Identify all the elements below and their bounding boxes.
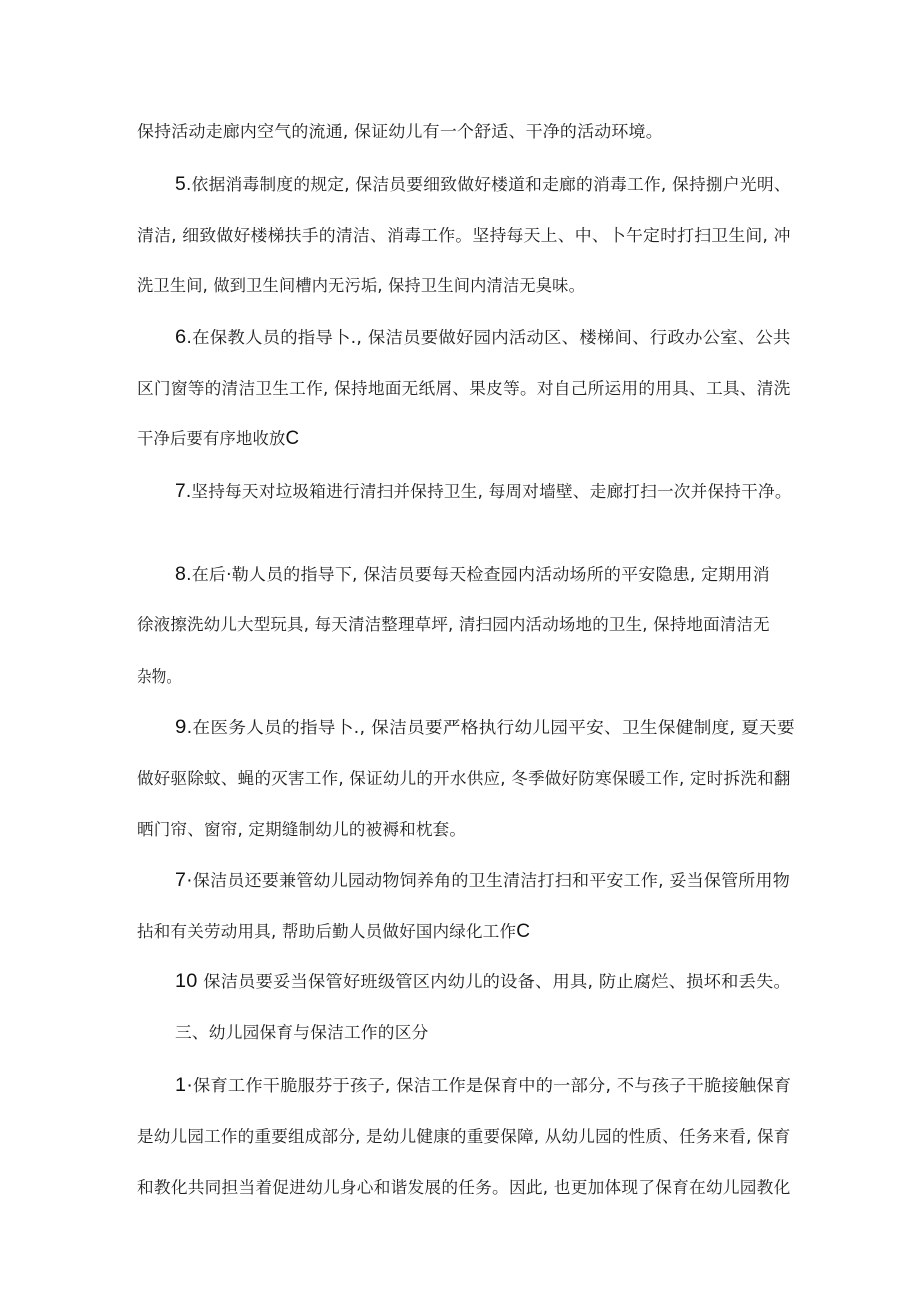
line-text: .在保教人员的指导卜., 保洁员要做好园内活动区、楼梯间、行政办公室、公共: [186, 328, 791, 347]
text-line: [175, 1074, 791, 1098]
text-line: 洗卫生间, 做到卫生间槽内无污垢, 保持卫生间内清洁无臭味。: [137, 276, 586, 295]
text-line: [175, 869, 790, 893]
item-number: 1·: [175, 1075, 194, 1096]
line-text: 保育工作干脆服芬于孩子, 保洁工作是保育中的一部分, 不与孩子干脆接触保育: [193, 1076, 792, 1095]
text-line: 保持活动走廊内空气的流通, 保证幼儿有一个舒适、干净的活动环境。: [137, 122, 663, 141]
line-text: 保洁员还要兼管幼儿园动物饲养角的卫生清洁打扫和平安工作, 妥当保管所用物: [192, 871, 791, 890]
line-text: 坚持每天对垃圾箱进行清扫并保持卫生, 每周对墙壁、走廊打扫一次并保持干净。: [191, 482, 792, 501]
line-text: 干净后要有序地收放: [137, 429, 286, 448]
text-line: [137, 427, 299, 451]
item-number: 7.: [175, 481, 192, 502]
trailing-mark: C: [285, 428, 300, 449]
line-text: .在后·勒人员的指导下, 保洁员要每天检查园内活动场所的平安隐患, 定期用消: [186, 565, 770, 584]
text-line: 和教化共同担当着促进幼儿身心和谐发展的任务。因此, 也更加体现了保育在幼儿园教化: [137, 1178, 791, 1197]
item-number: 6: [175, 327, 187, 348]
text-line: 是幼儿园工作的重要组成部分, 是幼儿健康的重要保障, 从幼儿园的性质、任务来看, 保育: [137, 1127, 791, 1146]
text-line: 杂物。: [137, 667, 182, 686]
item-number: 9: [175, 717, 187, 738]
text-line: 三、幼儿园保育与保洁工作的区分: [175, 1023, 429, 1042]
text-line: [175, 563, 770, 587]
text-line: 做好驱除蚊、蝇的灭害工作, 保证幼儿的开水供应, 冬季做好防寒保暖工作, 定时拆洗和翻: [137, 769, 791, 788]
text-line: [137, 920, 530, 944]
item-number: 7·: [175, 870, 193, 891]
line-text: 保洁员要妥当保管好班级管区内幼儿的设备、用具, 防止腐烂、损坏和丢失。: [197, 972, 791, 991]
text-line: [175, 326, 791, 350]
trailing-mark: C: [516, 921, 531, 942]
item-number: 10: [175, 971, 198, 992]
text-line: [175, 970, 791, 994]
text-line: [175, 173, 791, 197]
text-line: 清洁, 细致做好楼梯扶手的清洁、消毒工作。坚持每天上、中、卜午定时打扫卫生间, 冲: [137, 226, 791, 245]
item-number: 5: [175, 174, 186, 195]
line-text: .在医务人员的指导卜., 保洁员要严格执行幼儿园平安、卫生保健制度, 夏天要: [186, 718, 795, 737]
text-line: [175, 480, 792, 504]
text-line: 徐液擦洗幼儿大型玩具, 每天清洁整理草坪, 清扫园内活动场地的卫生, 保持地面清洁无: [137, 615, 770, 634]
line-text: 拈和有关劳动用具, 帮助后勤人员做好国内绿化工作: [137, 922, 517, 941]
text-line: [175, 716, 795, 740]
item-number: 8: [175, 564, 187, 585]
text-line: 晒门帘、窗帘, 定期缝制幼儿的被褥和枕套。: [137, 820, 467, 839]
text-line: 区门窗等的清洁卫生工作, 保持地面无纸屑、果皮等。对自己所运用的用具、工具、清洗: [137, 379, 791, 398]
line-text: .依据消毒制度的规定, 保洁员要细致做好楼道和走廊的消毒工作, 保持捌户光明、: [185, 175, 791, 194]
